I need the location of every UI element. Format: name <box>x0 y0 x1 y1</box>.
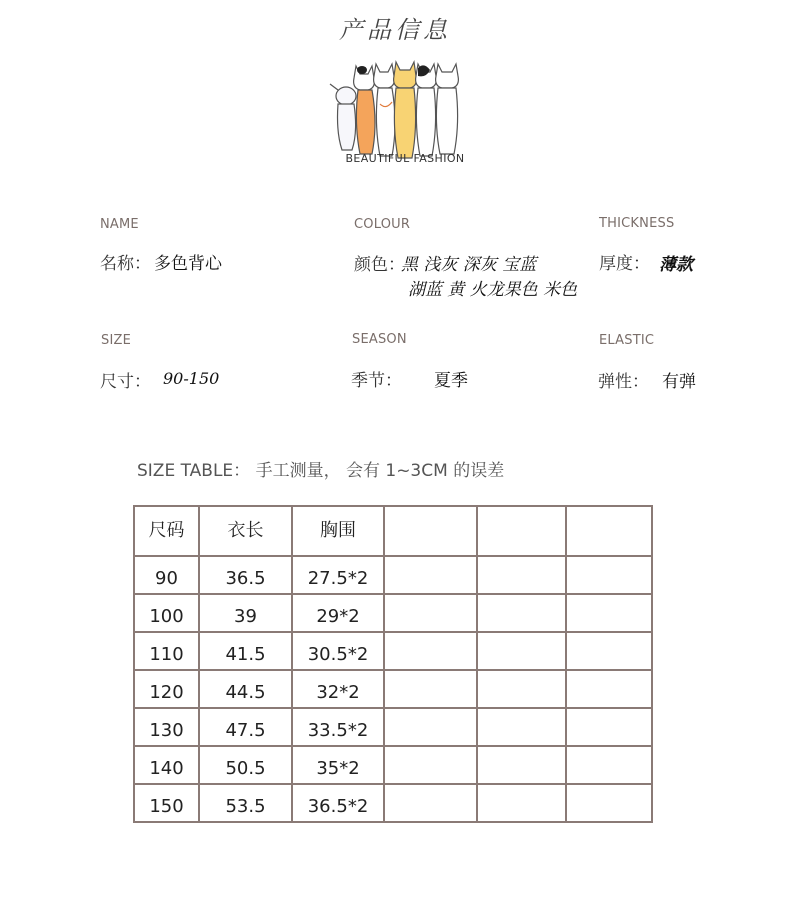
table-row <box>134 670 652 708</box>
season-label-en: SEASON <box>352 332 407 347</box>
table-cell <box>566 632 652 670</box>
table-cell: 33.5*2 <box>292 708 384 746</box>
table-cell <box>566 594 652 632</box>
cat-1 <box>330 84 356 150</box>
size-value: 90-150 <box>163 369 220 388</box>
table-cell <box>477 632 566 670</box>
table-cell <box>477 708 566 746</box>
table-cell: 53.5 <box>199 784 292 822</box>
table-cell <box>477 746 566 784</box>
table-cell: 44.5 <box>199 670 292 708</box>
table-row <box>134 784 652 822</box>
header-cell <box>384 506 477 556</box>
header-cell: 衣长 <box>199 506 292 556</box>
table-cell: 140 <box>134 746 199 784</box>
table-cell <box>566 670 652 708</box>
cat-3 <box>374 64 395 156</box>
table-cell <box>566 556 652 594</box>
table-cell: 120 <box>134 670 199 708</box>
size-label: 尺寸： <box>100 372 151 392</box>
thickness-value: 薄款 <box>659 255 693 275</box>
cat-4 <box>394 62 417 158</box>
table-cell <box>566 746 652 784</box>
size-table <box>133 505 653 823</box>
size-table-note: SIZE TABLE： 手工测量， 会有 1~3CM 的误差 <box>137 461 505 481</box>
cat-2 <box>354 66 375 154</box>
name-label: 名称： <box>100 254 151 274</box>
table-cell: 39 <box>199 594 292 632</box>
table-row <box>134 746 652 784</box>
cat-5 <box>416 64 437 156</box>
logo-text: BEAUTIFUL FASHION <box>345 152 465 165</box>
table-cell <box>477 670 566 708</box>
header-cell <box>566 506 652 556</box>
table-cell <box>384 632 477 670</box>
table-cell: 36.5*2 <box>292 784 384 822</box>
table-cell <box>566 708 652 746</box>
table-cell <box>477 556 566 594</box>
header-cell: 胸围 <box>292 506 384 556</box>
table-row <box>134 594 652 632</box>
table-cell: 130 <box>134 708 199 746</box>
table-cell: 100 <box>134 594 199 632</box>
table-cell: 29*2 <box>292 594 384 632</box>
table-cell: 27.5*2 <box>292 556 384 594</box>
table-cell <box>566 784 652 822</box>
table-cell: 35*2 <box>292 746 384 784</box>
elastic-value: 有弹 <box>662 372 696 392</box>
table-cell <box>384 556 477 594</box>
size-table-header-row <box>134 506 652 556</box>
table-cell: 47.5 <box>199 708 292 746</box>
size-label-en: SIZE <box>101 333 132 348</box>
table-cell: 90 <box>134 556 199 594</box>
elastic-label-en: ELASTIC <box>599 333 655 348</box>
season-value: 夏季 <box>434 371 468 391</box>
table-cell <box>384 784 477 822</box>
table-cell: 41.5 <box>199 632 292 670</box>
season-label: 季节： <box>351 371 402 391</box>
table-cell <box>384 746 477 784</box>
table-row <box>134 632 652 670</box>
colour-value-line2: 湖蓝 黄 火龙果色 米色 <box>408 280 578 300</box>
table-cell <box>477 784 566 822</box>
thickness-label-en: THICKNESS <box>599 216 675 231</box>
elastic-label: 弹性： <box>598 372 649 392</box>
table-cell <box>384 708 477 746</box>
page-title: 产品信息 <box>339 16 451 44</box>
table-cell <box>477 594 566 632</box>
header-cell <box>477 506 566 556</box>
cat-6 <box>436 64 459 154</box>
name-label-en: NAME <box>100 217 139 232</box>
table-cell: 110 <box>134 632 199 670</box>
table-cell: 30.5*2 <box>292 632 384 670</box>
thickness-label: 厚度： <box>599 254 650 274</box>
table-cell: 32*2 <box>292 670 384 708</box>
table-row <box>134 556 652 594</box>
table-cell: 50.5 <box>199 746 292 784</box>
table-cell <box>384 594 477 632</box>
table-cell: 36.5 <box>199 556 292 594</box>
table-cell <box>384 670 477 708</box>
table-cell: 150 <box>134 784 199 822</box>
colour-label-en: COLOUR <box>354 217 411 232</box>
table-row <box>134 708 652 746</box>
name-value: 多色背心 <box>154 254 222 274</box>
colour-label: 颜色： <box>354 255 405 275</box>
colour-value-line1: 黑 浅灰 深灰 宝蓝 <box>401 255 537 275</box>
header-cell: 尺码 <box>134 506 199 556</box>
